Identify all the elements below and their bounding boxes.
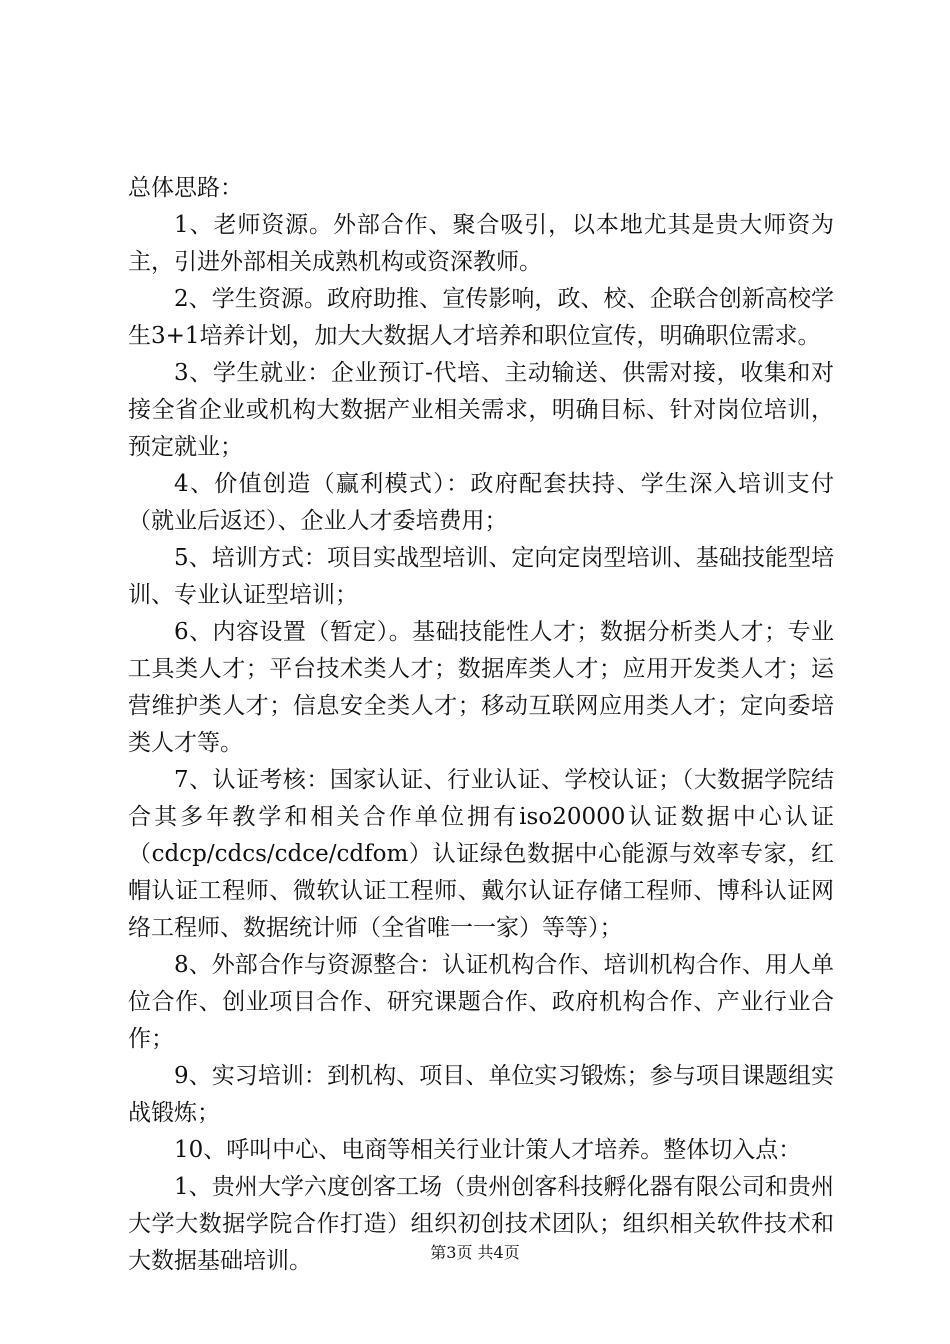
paragraph-item-10: 10、呼叫中心、电商等相关行业计策人才培养。整体切入点： [174,1137,802,1163]
section-heading: 总体思路： [128,175,243,201]
document-body [128,170,834,1280]
paragraph-item-7: 7、认证考核：国家认证、行业认证、学校认证；（大数据学院结合其多年教学和相关合作单位拥有iso20000认证数据中心认证（cdcp/cdcs/cdce/cdfom）认证绿色数据中心能源与效率专家，红帽认证工程师、微软认证工程师、戴尔认证存储工程师、博科认证网络工程师、数据统计师（全省唯一一家）等等）； [128,767,834,941]
page-footer: 第3页 共4页 [430,1243,520,1262]
paragraph-item-2: 2、学生资源。政府助推、宣传影响，政、校、企联合创新高校学生3+1培养计划，加大大数据人才培养和职位宣传，明确职位需求。 [128,286,834,349]
paragraph-item-8: 8、外部合作与资源整合：认证机构合作、培训机构合作、用人单位合作、创业项目合作、研究课题合作、政府机构合作、产业行业合作； [128,952,834,1052]
paragraph-item-4: 4、价值创造（赢利模式）：政府配套扶持、学生深入培训支付（就业后返还）、企业人才委培费用； [128,471,834,534]
paragraph-item-5: 5、培训方式：项目实战型培训、定向定岗型培训、基础技能型培训、专业认证型培训； [128,545,834,608]
paragraph-entry-point-1: 1、贵州大学六度创客工场（贵州创客科技孵化器有限公司和贵州大学大数据学院合作打造）组织初创技术团队；组织相关软件技术和大数据基础培训。 [128,1174,834,1274]
paragraph-item-1: 1、老师资源。外部合作、聚合吸引，以本地尤其是贵大师资为主，引进外部相关成熟机构或资深教师。 [128,212,834,275]
paragraph-item-3: 3、学生就业：企业预订-代培、主动输送、供需对接，收集和对接全省企业或机构大数据产业相关需求，明确目标、针对岗位培训，预定就业； [128,360,834,460]
paragraph-item-6: 6、内容设置（暂定）。基础技能性人才；数据分析类人才；专业工具类人才；平台技术类人才；数据库类人才；应用开发类人才；运营维护类人才；信息安全类人才；移动互联网应用类人才；定向委培类人才等。 [128,619,834,756]
paragraph-item-9: 9、实习培训：到机构、项目、单位实习锻炼；参与项目课题组实战锻炼； [128,1063,834,1126]
